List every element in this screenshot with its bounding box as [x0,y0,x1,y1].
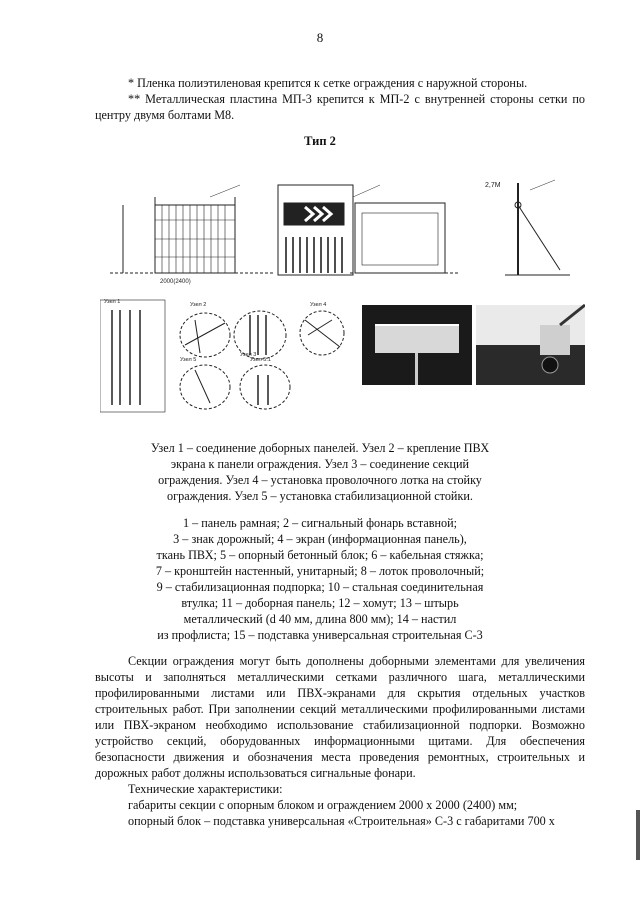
dimension-label: 2000(2400) [160,279,191,285]
paragraph-sections: Секции ограждения могут быть дополнены доборными элементами для увеличения высоты и заполняться металлическими сетками различного шага, металлическими профилированными листами или ПВХ-экранами для скрытия отдельных участков строительных работ. При заполнении секций металлическими профилированными листами или ПВХ-экраном необходимо использование стабилизационной подпорки. Возможно устройство секций, оборудованных информационными щитами. Для обеспечения безопасности движения и обозначения места проведения ремонтных, строительных и дорожных работ должны использоваться сигнальные фонари. [95,654,585,780]
fence-drawing [100,175,585,420]
legend-line: из профлиста; 15 – подставка универсальная строительная С-3 [157,628,483,642]
paragraph-dimensions: габариты секции с опорным блоком и ограждением 2000 х 2000 (2400) мм; [128,798,518,812]
figure-caption [150,440,490,504]
caption-line: ограждения. Узел 5 – установка стабилизационной стойки. [167,489,473,503]
node-label-5: Узел 5 [180,357,197,363]
caption-line: Узел 1 – соединение доборных панелей. Узел 2 – крепление ПВХ [150,441,490,455]
fence-photo-1 [362,305,472,385]
scan-edge [636,810,640,860]
figure-legend [150,515,490,643]
page-number: 8 [316,30,324,45]
footnote-plate: ** Металлическая пластина МП-3 крепится к МП-2 с внутренней стороны сетки по центру двумя болтами М8. [95,92,585,122]
footnote-film: * Пленка полиэтиленовая крепится к сетке ограждения с наружной стороны. [128,76,528,90]
caption-line: экрана к панели ограждения. Узел 3 – соединение секций [170,457,470,471]
legend-line: 1 – панель рамная; 2 – сигнальный фонарь вставной; [182,516,458,530]
fence-drawing-figure [100,175,585,420]
legend-line: ткань ПВХ; 5 – опорный бетонный блок; 6 – кабельная стяжка; [156,548,484,562]
legend-line: 9 – стабилизационная подпорка; 10 – стальная соединительная [156,580,484,594]
caption-line: ограждения. Узел 4 – установка проволочного лотка на стойку [158,473,482,487]
node-label-3: Узел 3 [240,352,257,358]
legend-line: втулка; 11 – доборная панель; 12 – хомут; 13 – штырь [181,596,459,610]
node-label-1: Узел 1 [104,299,121,305]
node-label-4: Узел 4 [310,302,327,308]
legend-line: металлический (d 40 мм, длина 800 мм); 14 – настил [183,612,457,626]
node-label-5-1: Узел 5.1 [250,357,271,363]
fence-photo-2 [476,305,585,385]
legend-line: 7 – кронштейн настенный, унитарный; 8 – лоток проволочный; [155,564,485,578]
height-label: 2,7M [485,182,501,189]
legend-line: 3 – знак дорожный; 4 – экран (информационная панель), [173,532,467,546]
body-text [95,653,585,829]
node-label-2: Узел 2 [190,302,207,308]
paragraph-specs-heading: Технические характеристики: [128,782,283,796]
type-title: Тип 2 [304,134,336,148]
paragraph-support-block: опорный блок – подставка универсальная «Строительная» С-3 с габаритами 700 х [128,814,555,828]
